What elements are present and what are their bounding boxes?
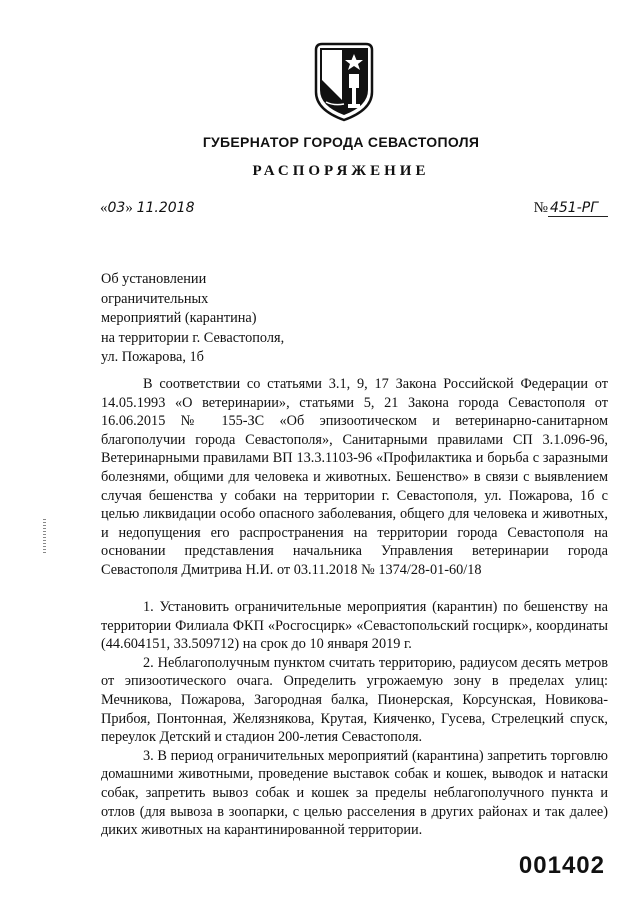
date-day: 03 <box>107 200 126 216</box>
preamble-paragraph: В соответствии со статьями 3.1, 9, 17 Закона Российской Федерации от 14.05.1993 «О ветеринарии», статьями 5, 21 Закона города Севастополя от 16.06.2015 № 155-ЗС «Об эпизоотическом и ветеринарно-санитарном благополучии города Севастополя», Санитарными правилами СП 3.1.096-96, Ветеринарными правилами ВП 13.3.1103-96 «Профилактика и борьба с заразными болезнями, общими для человека и животных. Бешенство» в связи с выявлением случая бешенства у собаки на территории г. Севастополя, ул. Пожарова, 1б с целью ликвидации особо опасного заболевания, общего для человека и животных, и недопущения его распространения на территории города Севастополя на основании представления начальника Управления ветеринарии города Севастополя Дмитрива Н.И. от 03.11.2018 № 1374/28-01-60/18 <box>101 376 608 578</box>
date-open-quote: « <box>100 200 108 216</box>
document-subject <box>101 270 284 368</box>
issuer-title: ГУБЕРНАТОР ГОРОДА СЕВАСТОПОЛЯ <box>202 134 480 150</box>
margin-mark <box>43 519 46 555</box>
document-type-title: РАСПОРЯЖЕНИЕ <box>252 163 430 179</box>
preamble-section <box>101 375 608 580</box>
subject-line: ул. Пожарова, 1б <box>101 349 204 365</box>
order-item-2: 2. Неблагополучным пунктом считать территорию, радиусом десять метров от эпизоотического очага. Определить угрожаемую зону в пределах улиц: Мечникова, Пожарова, Загородная балка, Пионерская, Корсунская, Новикова-Прибоя, Понтонная, Желязнякова, Крутая, Кияченко, Гусева, Стрелецкий спуск, переулок Детский и стадион 200-летия Севастополя. <box>101 654 608 746</box>
serial-number: 001402 <box>518 852 605 879</box>
document-date <box>100 200 230 217</box>
subject-line: мероприятий (карантина) <box>101 310 257 326</box>
date-close-quote: » <box>125 200 133 216</box>
subject-line: на территории г. Севастополя, <box>101 329 285 346</box>
number-prefix: № <box>533 200 548 216</box>
order-item-1: 1. Установить ограничительные мероприятия (карантин) по бешенству на территории Филиала ФКП «Росгосцирк» «Севастопольский госцирк», координаты (44.604151, 33.509712) на срок до 10 января 2019 г. <box>101 599 608 653</box>
order-items-section <box>101 598 608 840</box>
subject-line: Об установлении <box>101 271 207 287</box>
sevastopol-coat-of-arms-emblem <box>312 40 376 122</box>
document-number <box>534 200 608 217</box>
order-item-3: 3. В период ограничительных мероприятий (карантина) запретить торговлю домашними животными, проведение выставок собак и кошек, выводок и натаски собак, запретить вывоз собак и кошек за пределы неблагополучного пункта и отлов (для вывоза в зоопарки, с целью расселения в других районах и так далее) диких животных на карантинированной территории. <box>101 747 608 839</box>
subject-line: ограничительных <box>101 290 209 307</box>
date-month-year: 11.2018 <box>136 200 195 216</box>
number-value: 451-РГ <box>548 200 608 217</box>
